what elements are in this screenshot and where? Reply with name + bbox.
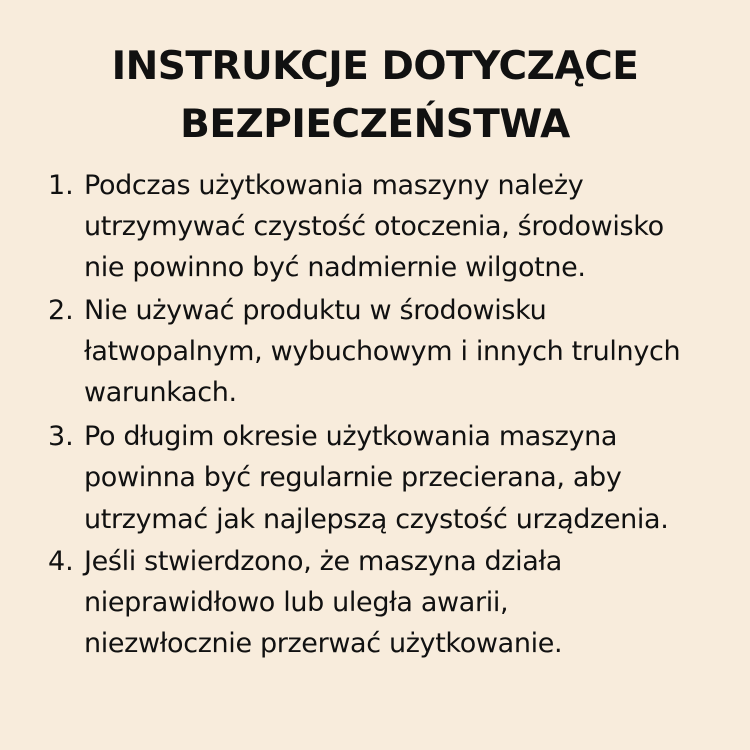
list-item-1-line-3: nie powinno być nadmiernie wilgotne. [84,252,586,283]
list-item-4-line-1: Jeśli stwierdzono, że maszyna działa [84,546,562,577]
page-title-line-1: INSTRUKCJE DOTYCZĄCE [111,44,639,89]
list-item-3-line-2: powinna być regularnie przecierana, aby [84,462,622,493]
list-item-number-3: 3. [48,421,74,452]
list-item-number-1: 1. [48,170,74,201]
list-item-2-line-3: warunkach. [84,377,237,408]
list-item-1-line-2: utrzymywać czystość otoczenia, środowisko [84,211,664,242]
list-item-number-4: 4. [48,546,74,577]
list-item-3-line-1: Po długim okresie użytkowania maszyna [84,421,618,452]
list-item-4-line-3: niezwłocznie przerwać użytkowanie. [84,628,563,659]
list-item-number-2: 2. [48,295,74,326]
list-item-2-line-2: łatwopalnym, wybuchowym i innych trulnych [84,336,681,367]
list-item-3-line-3: utrzymać jak najlepszą czystość urządzenia. [84,504,669,535]
list-item-4-line-2: nieprawidłowo lub uległa awarii, [84,587,509,618]
list-item-1-line-1: Podczas użytkowania maszyny należy [84,170,584,201]
list-item-2-line-1: Nie używać produktu w środowisku [84,295,547,326]
page-title-line-2: BEZPIECZEŃSTWA [180,102,570,147]
